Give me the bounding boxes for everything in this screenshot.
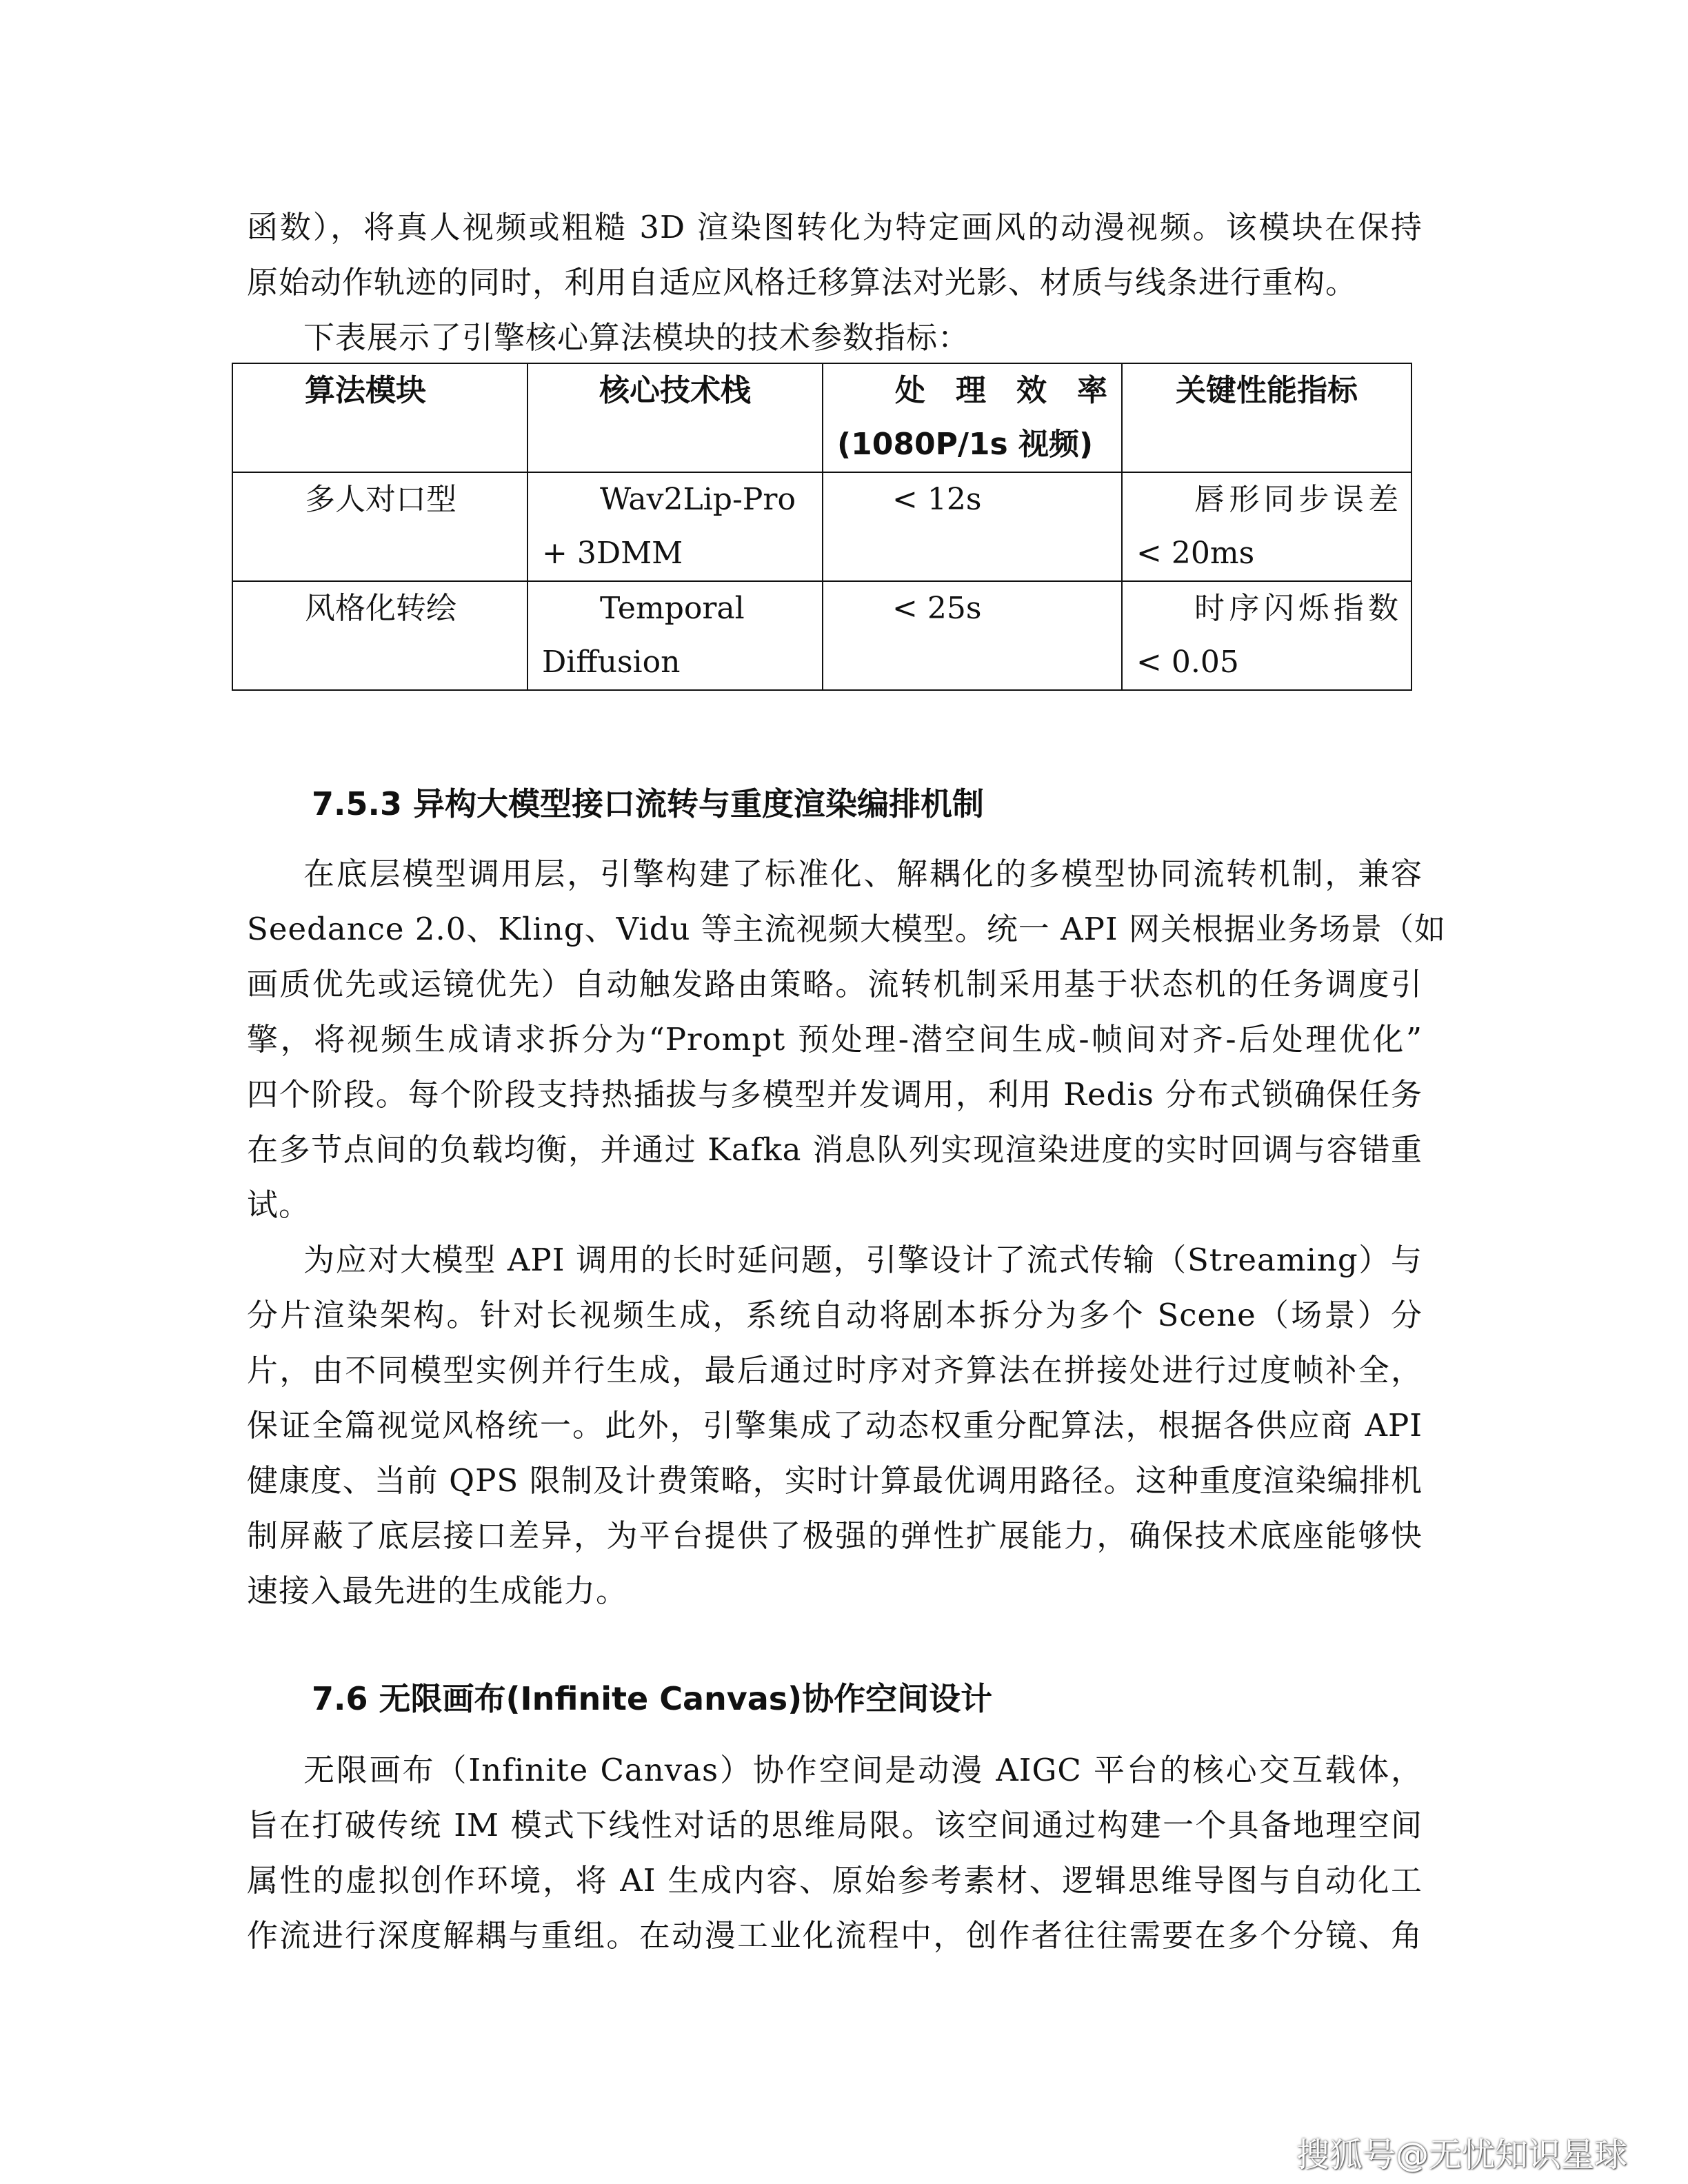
table-cell: 时序闪烁指数 < 0.05 (1122, 581, 1411, 690)
paragraph-line: Seedance 2.0、Kling、Vidu 等主流视频大模型。统一 API 网关根据业务场景（如 (247, 911, 1446, 947)
table-cell: < 25s (823, 581, 1122, 690)
paragraph-line: 画质优先或运镜优先）自动触发路由策略。流转机制采用基于状态机的任务调度引 (247, 966, 1423, 1002)
table-header-cell: 核心技术栈 (528, 363, 823, 472)
paragraph-line: 作流进行深度解耦与重组。在动漫工业化流程中，创作者往往需要在多个分镜、角 (247, 1917, 1423, 1954)
paragraph-line: 属性的虚拟创作环境，将 AI 生成内容、原始参考素材、逻辑思维导图与自动化工 (247, 1862, 1423, 1899)
table-row (232, 472, 1411, 581)
paragraph-line: 保证全篇视觉风格统一。此外，引擎集成了动态权重分配算法，根据各供应商 API (247, 1407, 1423, 1444)
table-header-cell: 关键性能指标 (1122, 363, 1411, 472)
paragraph-line: 分片渲染架构。针对长视频生成，系统自动将剧本拆分为多个 Scene（场景）分 (247, 1297, 1423, 1333)
table-cell: 唇形同步误差 < 20ms (1122, 472, 1411, 581)
paragraph-line: 速接入最先进的生成能力。 (247, 1573, 628, 1609)
table-cell: 多人对口型 (232, 472, 528, 581)
table-header-cell: 算法模块 (232, 363, 528, 472)
paragraph-line: 原始动作轨迹的同时，利用自适应风格迁移算法对光影、材质与线条进行重构。 (247, 264, 1358, 301)
table-cell: Wav2Lip-Pro + 3DMM (528, 472, 823, 581)
paragraph-line: 在底层模型调用层，引擎构建了标准化、解耦化的多模型协同流转机制，兼容 (303, 856, 1423, 892)
tech-params-table (232, 363, 1412, 691)
paragraph-line: 无限画布（Infinite Canvas）协作空间是动漫 AIGC 平台的核心交互载体， (303, 1752, 1423, 1788)
paragraph-line: 片，由不同模型实例并行生成，最后通过时序对齐算法在拼接处进行过度帧补全， (247, 1352, 1423, 1388)
paragraph-line: 为应对大模型 API 调用的长时延问题，引擎设计了流式传输（Streaming）与 (303, 1242, 1423, 1278)
paragraph-line: 四个阶段。每个阶段支持热插拔与多模型并发调用，利用 Redis 分布式锁确保任务 (247, 1076, 1423, 1113)
table-cell: 风格化转绘 (232, 581, 528, 690)
watermark: 搜狐号@无忧知识星球 (1296, 2136, 1627, 2174)
table-row (232, 581, 1411, 690)
section-heading: 7.6 无限画布(Infinite Canvas)协作空间设计 (312, 1680, 993, 1717)
section-heading: 7.5.3 异构大模型接口流转与重度渲染编排机制 (312, 785, 984, 822)
paragraph-line: 制屏蔽了底层接口差异，为平台提供了极强的弹性扩展能力，确保技术底座能够快 (247, 1517, 1423, 1554)
table-header-row (232, 363, 1411, 472)
table-header-cell: 处 理 效 率 (1080P/1s 视频) (823, 363, 1122, 472)
paragraph-line: 在多节点间的负载均衡，并通过 Kafka 消息队列实现渲染进度的实时回调与容错重 (247, 1131, 1423, 1168)
paragraph-line: 试。 (247, 1186, 311, 1223)
paragraph-line: 函数），将真人视频或粗糙 3D 渲染图转化为特定画风的动漫视频。该模块在保持 (247, 209, 1423, 245)
paragraph-line: 下表展示了引擎核心算法模块的技术参数指标： (303, 319, 970, 356)
table-cell: Temporal Diffusion (528, 581, 823, 690)
paragraph-line: 旨在打破传统 IM 模式下线性对话的思维局限。该空间通过构建一个具备地理空间 (247, 1807, 1423, 1843)
table-cell: < 12s (823, 472, 1122, 581)
paragraph-line: 健康度、当前 QPS 限制及计费策略，实时计算最优调用路径。这种重度渲染编排机 (247, 1462, 1423, 1499)
paragraph-line: 擎，将视频生成请求拆分为“Prompt 预处理-潜空间生成-帧间对齐-后处理优化” (247, 1021, 1423, 1058)
